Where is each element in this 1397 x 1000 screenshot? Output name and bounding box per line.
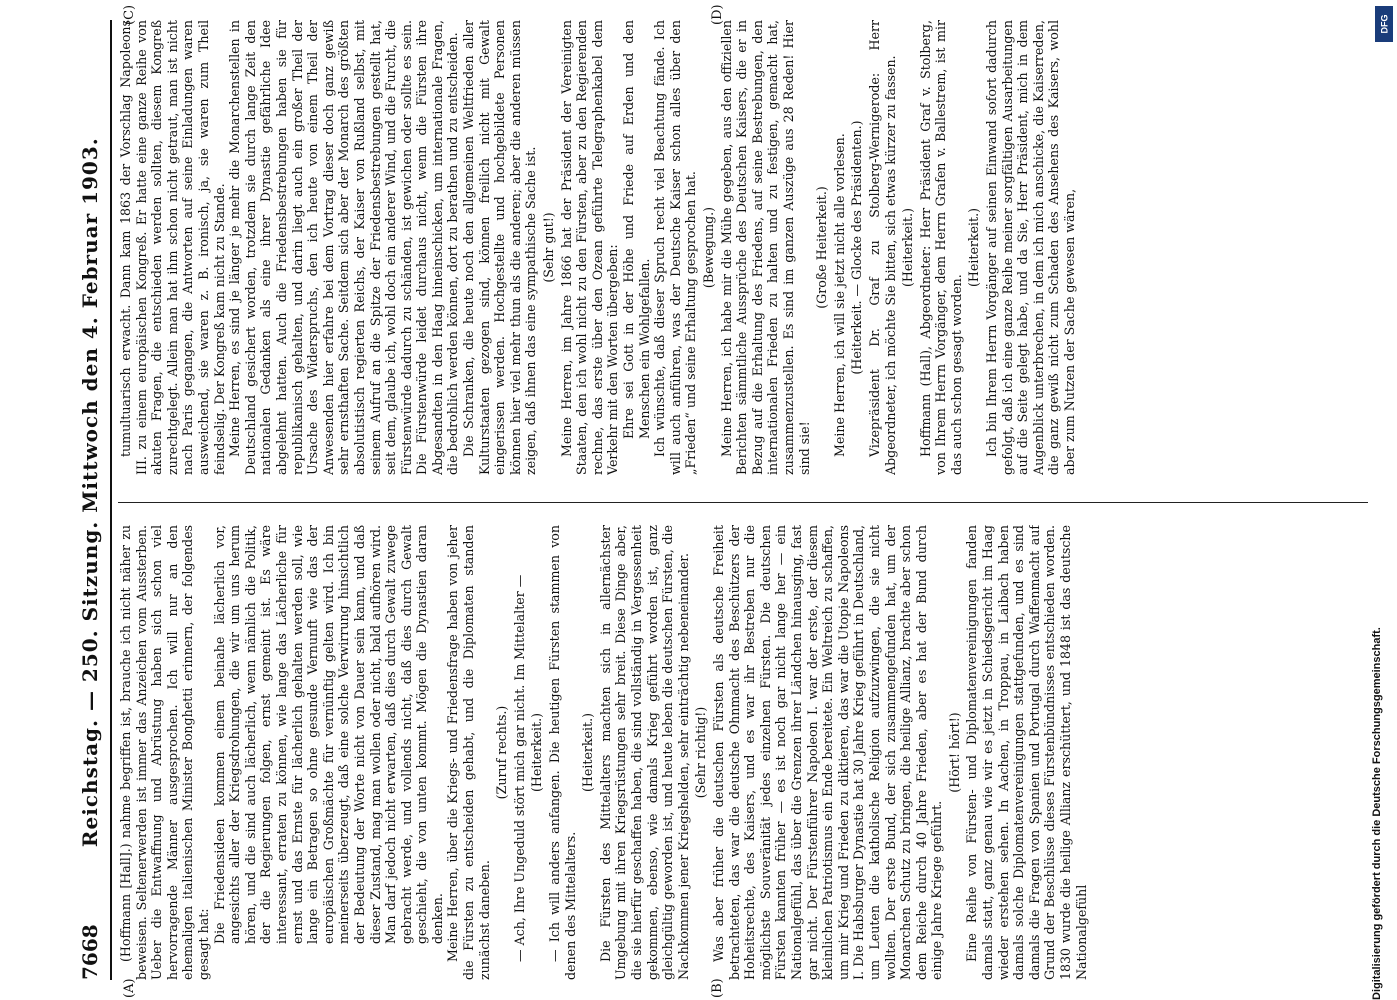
paragraph: Hoffmann (Hall), Abgeordneter: Herr Präsident Graf v. Stolberg, von Ihrem Herrn Vorgänger, dem Herrn Grafen v. Ballestrem, ist mir das auch schon gesagt worden. xyxy=(917,20,964,475)
paragraph: — Ach, Ihre Ungeduld stört mich gar nicht. Im Mittelalter — xyxy=(511,574,527,962)
dfg-logo: DFG xyxy=(1375,6,1393,42)
interjection: (Sehr gut!) xyxy=(541,212,557,283)
paragraph: Meine Herren, im Jahre 1866 hat der Präsident der Vereinigten Staaten, den ich wohl nicht zu den Fürsten, aber zu den Regierenden rechne, das erste über den Ozean geführte Telegraphenkabel dem Verkehr mit den Worten übergeben: xyxy=(558,20,621,475)
interjection: (Große Heiterkeit.) xyxy=(814,186,830,309)
paragraph: Ehre sei Gott in der Höhe und Friede auf Erden und den Menschen ein Wohlgefallen. xyxy=(621,20,652,439)
right-column xyxy=(118,20,1368,475)
interjection: (Heiterkeit.) xyxy=(529,713,545,792)
paragraph: — Ich will anders anfangen. Die heutigen Fürsten stammen von denen des Mittelalters. xyxy=(547,525,578,980)
interjection: (Heiterkeit.) xyxy=(900,208,916,287)
margin-mark-c: (C) xyxy=(122,4,137,25)
paragraph: Eine Reihe von Fürsten- und Diplomatenvereinigungen fanden damals statt, ganz genau wie wir es jetzt in Schiedsgericht im Haag wieder erstehen sehen. In Aachen, in Troppau, in Laibach haben damals solche Diplomatenvereinigungen stattgefunden, und es sind damals die Fragen von Spanien und Portugal durch Waffenmacht auf Grund der Beschlüsse dieses Fürstenbündnisses entschieden worden. 1830 wurde die heilige Allianz erschüttert, und 1848 ist das deutsche Nationalgefühl xyxy=(964,525,1089,980)
paragraph: tumultuarisch erwacht. Dann kam 1863 der Vorschlag Napoleons III. zu einem europäischen Kongreß. Er hatte eine ganze Reihe von akuten Fragen, die entschieden werden sollten, diesem Kongreß zurechtgelegt. Allein man hat ihm schon nicht getraut, man ist nicht nach Paris gegangen, die Antworten auf seine Einladungen waren ausweichend, sie waren z. B. ironisch, ja, sie waren zum Theil feindselig. Der Kongreß kam nicht zu Stande. xyxy=(118,20,227,475)
margin-mark-d: (D) xyxy=(710,4,725,25)
interjection: (Bewegung.) xyxy=(700,206,716,289)
paragraph: Die Friedensideen kommen einem beinahe lächerlich vor, angesichts aller der Kriegsdrohungen, die wir um uns herum hören, und die sind auch lächerlich, wenn nämlich die Politik, der die Regierungen folgen, ernst gemeint ist. Es wäre interessant, erraten zu können, wie lange das Lächerliche für ernst und das Ernste für lächerlich gehalten werden soll, wie lange ein Betragen so ohne gesunde Vernunft wie das der europäischen Großmächte für vernünftig gelten wird. Ich bin meinerseits überzeugt, daß eine solche Verwirrung hinsichtlich der Bedeutung der Worte nicht von Dauer sein kann, und daß dieser Zustand, mag man wollen oder nicht, bald aufhören wird. Man darf jedoch nicht erwarten, daß dies durch Gewalt zuwege gebracht werde, und vollends nicht, daß dies durch Gewalt geschieht, die von unten kommt. Mögen die Dynastien daran denken. xyxy=(211,525,445,944)
interjection: (Sehr richtig!) xyxy=(693,706,709,799)
paragraph: Die Schranken, die heute noch den allgemeinen Weltfrieden aller Kulturstaaten gezogen sind, können freilich nicht mit Gewalt eingerissen werden. Hochgestellte und hochgebildete Personen können hier viel mehr thun als die anderen; aber die anderen müssen zeigen, daß ihnen das eine sympathische Sache ist. xyxy=(461,20,539,475)
paragraph: Vizepräsident Dr. Graf zu Stolberg-Wernigerode: Herr Abgeordneter, ich möchte Sie bitten, sich etwas kürzer zu fassen. xyxy=(866,20,898,475)
paragraph: Meine Herren, über die Kriegs- und Friedensfrage haben von jeher die Fürsten zu entscheiden gehabt, und die Diplomaten standen zunächst daneben. xyxy=(445,525,492,980)
interjection: (Hört! hört!) xyxy=(946,712,962,793)
paragraph: Ich wünschte, daß dieser Spruch recht viel Beachtung fände. Ich will auch anführen, was der Deutsche Kaiser schon alles über den „Frieden“ und seine Erhaltung gesprochen hat. xyxy=(652,20,699,475)
paragraph: Meine Herren, ich habe mir die Mühe gegeben, aus den offiziellen Berichten sämmtliche Aussprüche des Deutschen Kaisers, die er in Bezug auf die Erhaltung des Friedens, auf seine Bestrebungen, den internationalen Frieden zu halten und zu festigen, gemacht hat, zusammenzustellen. Es sind im ganzen Auszüge aus 28 Reden! Hier sind sie! xyxy=(718,20,812,475)
page-header xyxy=(70,20,112,980)
interjection: (Zuruf rechts.) xyxy=(494,705,510,800)
paragraph: (Hoffmann [Hall].) nahme begriffen ist, brauche ich nicht näher zu beweisen. Seltenerwerden ist immer das Anzeichen vom Aussterben. Ueber die Entwaffnung und Abrüstung haben sich schon viel hervorragende Männer ausgesprochen. Ich will nur an den ehemaligen italienischen Minister Bonghetti erinnern, der folgendes gesagt hat: xyxy=(118,525,211,980)
paragraph: Meine Herren, es sind je länger je mehr die Monarchenstellen in Deutschland gesichert worden, trotzdem sie durch lange Zeit den nationalen Gedanken als eine ihrer Dynastie gefährliche Idee abgelehnt hatten. Auch die Friedensbestrebungen haben sie für republikanisch gehalten, und darin liegt auch ein großer Theil der Ursache des Widerspruchs, den ich heute von einem Theil der Anwesenden hier erfahre bei dem Vortrag dieser doch ganz gewiß sehr ernsthaften Sache. Seitdem sich aber der Monarch des größten absolutistisch regierten Reichs, der Kaiser von Rußland selbst, mit seinem Aufruf an die Spitze der Friedensbestrebungen gestellt hat, seit dem, glaube ich, wohl doch ein anderer Wind, und die Furcht, die Fürstenwürde dadurch zu schänden, ist gewichen oder sollte es sein. Die Fürstenwürde leidet durchaus nicht, wenn die Fürsten ihre Abgesandten in den Haag hineinschicken, um internationale Fragen, die bedrohlich werden können, dort zu berathen und zu entscheiden. xyxy=(227,20,461,475)
paragraph: Meine Herren, ich will sie jetzt nicht alle vorlesen. xyxy=(831,133,847,457)
page-title: Reichstag. — 250. Sitzung. Mittwoch den 4. Februar 1903. xyxy=(78,137,102,848)
margin-mark-a: (A) xyxy=(122,978,137,998)
column-divider xyxy=(118,502,1368,503)
interjection: (Heiterkeit.) xyxy=(966,208,982,287)
interjection: (Heiterkeit.) xyxy=(580,713,596,792)
paragraph: Die Fürsten des Mittelalters machten sich in allernächster Umgebung mit ihren Kriegsrüstungen sehr breit. Diese Dinge aber, die sie hierfür geschaffen haben, die sind vollständig in Vergessenheit gekommen, ebenso, wie damals Krieg geführt worden ist, ganz gleichgültig geworden ist, und heute leben die deutschen Fürsten, die Nachkommen jener Kriegshelden, sehr einträchtig nebeneinander. xyxy=(597,525,691,980)
side-note xyxy=(1371,40,1393,1000)
margin-mark-b: (B) xyxy=(710,978,725,998)
left-column xyxy=(118,525,1368,980)
paragraph: Was aber früher die deutschen Fürsten als deutsche Freiheit betrachteten, das war die deutsche Ohnmacht des Beschützers der Hoheitsrechte, des Kaisers, und es war ihr Bestreben nur die möglichste Souveränität jedes einzelnen Fürsten. Die deutschen Fürsten kannten früher — es ist noch gar nicht lange her — ein Nationalgefühl, das über die Grenzen ihrer Ländchen hinausging, fast gar nicht. Der Fürstenführer Napoleon I. war der erste, der diesem kleinlichen Patriotismus ein Ende bereitete. Ein Weltreich zu schaffen, um mir Krieg und Frieden zu diktieren, das war die Utopie Napoleons I. Die Habsburger Dynastie hat 30 Jahre Krieg geführt in Deutschland, um Leuten die katholische Religion aufzuzwingen, die sie nicht wollten. Der erste Bund, der sich zusammengefunden hat, um der Monarchen Schutz zu bringen, die heilige Allianz, brachte aber schon dem Reiche durch 40 Jahre Frieden, aber es hat der Bund durch einige Jahre Kriege geführt. xyxy=(710,525,945,980)
funding-note: Digitalisierung gefördert durch die Deutsche Forschungsgemeinschaft. xyxy=(1371,627,1383,1000)
interjection: (Heiterkeit. — Glocke des Präsidenten.) xyxy=(849,120,865,375)
page-number: 7668 xyxy=(78,924,102,980)
document-page xyxy=(70,0,1380,1000)
paragraph: Ich bin Ihrem Herrn Vorgänger auf seinen Einwand sofort dadurch gefolgt, daß ich eine ganze Reihe meiner sorgfältigen Ausarbeitungen auf die Seite gelegt habe, und da Sie, Herr Präsident, mich in dem Augenblick unterbrechen, in dem ich mich anschicke, die Kaiserreden, die ganz gewiß nicht zum Schaden des Ansehens des Kaisers, wohl aber zum Nutzen der Sache gewesen wären, xyxy=(984,20,1078,475)
